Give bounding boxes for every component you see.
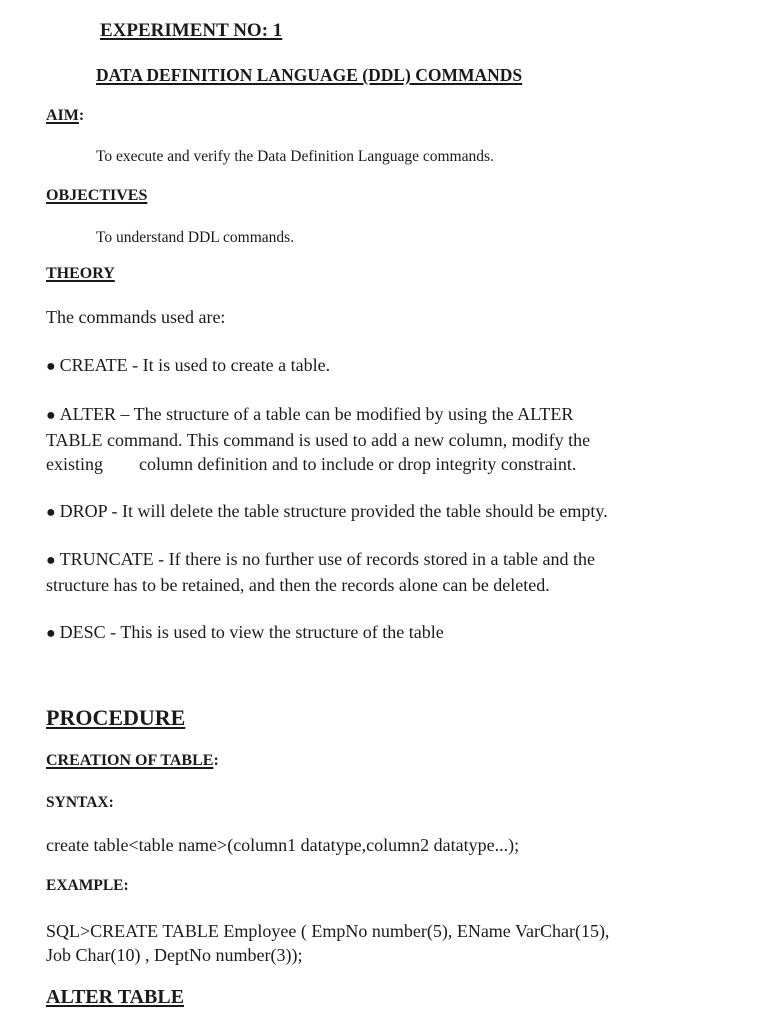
aim-heading-colon: : xyxy=(78,107,85,124)
creation-heading-colon: : xyxy=(213,752,219,769)
bullet-desc xyxy=(46,620,696,646)
procedure-heading: PROCEDURE xyxy=(46,705,186,730)
bullet-create-text: CREATE - It is used to create a table. xyxy=(59,355,331,375)
bullet-truncate-line1: TRUNCATE - If there is no further use of records stored in a table and the xyxy=(59,549,596,569)
bullet-alter-line3a: existing xyxy=(46,454,103,474)
bullet-alter-line3b: column definition and to include or drop integrity constraint. xyxy=(139,454,577,474)
example-heading: EXAMPLE: xyxy=(46,877,129,894)
bullet-drop-text: DROP - It will delete the table structure provided the table should be empty. xyxy=(59,501,608,521)
objectives-text: To understand DDL commands. xyxy=(96,229,295,246)
creation-heading xyxy=(46,752,219,770)
syntax-heading: SYNTAX: xyxy=(46,794,114,811)
bullet-drop xyxy=(46,499,696,525)
theory-heading: THEORY xyxy=(46,265,115,282)
bullet-icon: ● xyxy=(46,358,56,375)
bullet-truncate xyxy=(46,547,696,597)
bullet-alter xyxy=(46,402,696,476)
example-line1: SQL>CREATE TABLE Employee ( EmpNo number(5), EName VarChar(15), xyxy=(46,921,610,941)
aim-heading-label: AIM xyxy=(46,107,79,124)
alter-table-heading: ALTER TABLE xyxy=(46,986,185,1008)
experiment-title: EXPERIMENT NO: 1 xyxy=(100,20,283,41)
bullet-icon: ● xyxy=(46,504,56,521)
document-subtitle: DATA DEFINITION LANGUAGE (DDL) COMMANDS xyxy=(96,65,523,85)
objectives-heading: OBJECTIVES xyxy=(46,187,148,204)
example-line2: Job Char(10) , DeptNo number(3)); xyxy=(46,945,303,965)
aim-heading xyxy=(46,107,84,125)
bullet-create xyxy=(46,353,696,379)
bullet-icon: ● xyxy=(46,552,56,569)
aim-text: To execute and verify the Data Definition Language commands. xyxy=(96,148,494,165)
creation-heading-label: CREATION OF TABLE xyxy=(46,752,214,769)
example-text xyxy=(46,919,706,967)
bullet-truncate-line2: structure has to be retained, and then the records alone can be deleted. xyxy=(46,575,550,595)
bullet-desc-text: DESC - This is used to view the structure of the table xyxy=(59,622,444,642)
bullet-icon: ● xyxy=(46,625,56,642)
theory-intro: The commands used are: xyxy=(46,307,226,327)
syntax-text: create table<table name>(column1 datatype,column2 datatype...); xyxy=(46,835,520,855)
bullet-alter-line2: TABLE command. This command is used to add a new column, modify the xyxy=(46,430,591,450)
bullet-alter-line1: ALTER – The structure of a table can be modified by using the ALTER xyxy=(59,404,574,424)
bullet-icon: ● xyxy=(46,407,56,424)
